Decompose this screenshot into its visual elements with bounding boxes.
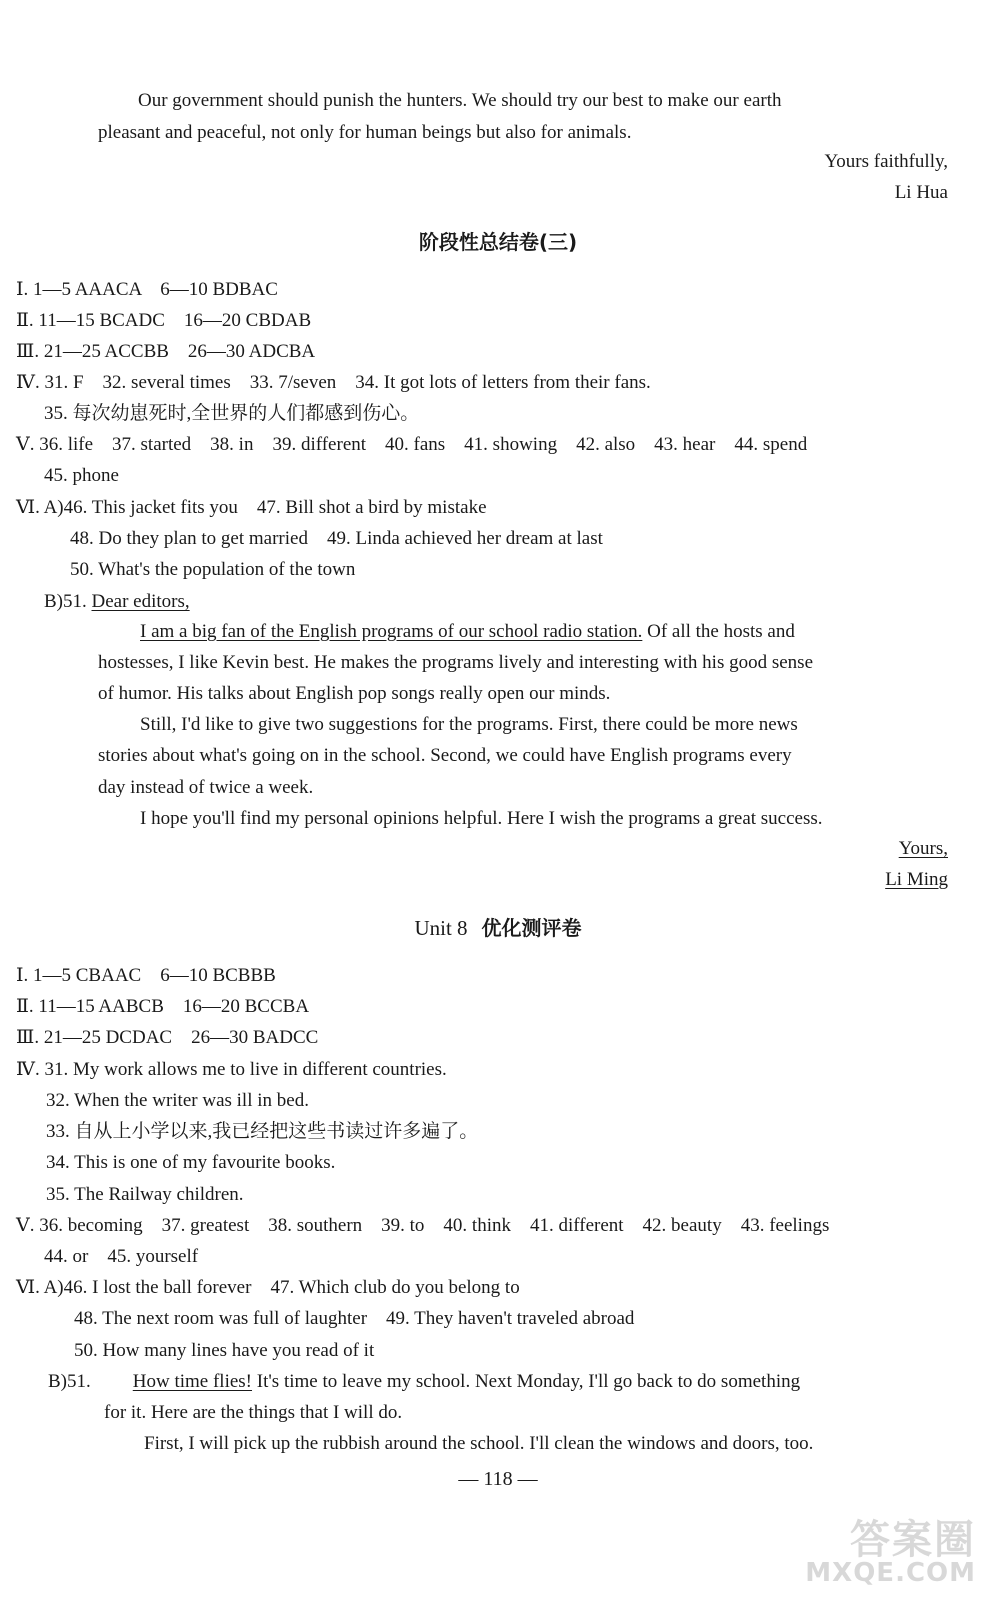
essay-signature-text: Li Ming bbox=[885, 869, 948, 890]
answer-line-part-3: Ⅲ. 21—25 ACCBB 26—30 ADCBA bbox=[16, 341, 316, 362]
essay-line bbox=[44, 590, 190, 614]
essay-text: It's time to leave my school. Next Monday, I'll go back to do something bbox=[256, 1371, 801, 1392]
answer-line-part-5: Ⅴ. 36. life 37. started 38. in 39. different 40. fans 41. showing 42. also 43. hear 44. spend bbox=[16, 434, 808, 455]
essay-line: First, I will pick up the rubbish around the school. I'll clean the windows and doors, too. bbox=[144, 1433, 814, 1454]
essay-number: B)51. bbox=[48, 1371, 91, 1392]
essay-line bbox=[48, 1370, 800, 1394]
answer-line-part-6a-50: 50. What's the population of the town bbox=[70, 559, 356, 580]
answer-line-part-4-33: 33. 自从上小学以来,我已经把这些书读过许多遍了。 bbox=[46, 1121, 479, 1142]
essay-underlined-sentence: I am a big fan of the English programs of our school radio station. bbox=[140, 621, 643, 642]
unit-label: Unit 8 bbox=[414, 916, 468, 940]
answer-line-part-4-31: Ⅳ. 31. My work allows me to live in different countries. bbox=[16, 1059, 447, 1080]
answer-line-part-5-45: 45. phone bbox=[44, 465, 119, 486]
essay-signature bbox=[885, 868, 948, 892]
page-number: — 118 — bbox=[458, 1468, 538, 1490]
answer-line-part-4: Ⅳ. 31. F 32. several times 33. 7/seven 34. It got lots of letters from their fans. bbox=[16, 372, 651, 393]
essay-line: day instead of twice a week. bbox=[98, 777, 314, 798]
essay-closing bbox=[899, 837, 948, 861]
answer-line-part-4-35: 35. The Railway children. bbox=[46, 1184, 244, 1205]
answer-line-part-5: Ⅴ. 36. becoming 37. greatest 38. southern 39. to 40. think 41. different 42. beauty 43. feelings bbox=[16, 1215, 830, 1236]
essay-line: stories about what's going on in the school. Second, we could have English programs every bbox=[98, 745, 792, 766]
answer-line-part-6a-50: 50. How many lines have you read of it bbox=[74, 1340, 375, 1361]
essay-text: Of all the hosts and bbox=[647, 621, 795, 642]
unit-title-cn: 优化测评卷 bbox=[481, 916, 582, 940]
letter-signature: Li Hua bbox=[894, 182, 948, 203]
answer-line-part-6a-48: 48. The next room was full of laughter 49. They haven't traveled abroad bbox=[74, 1308, 635, 1329]
answer-line-part-5-44: 44. or 45. yourself bbox=[44, 1246, 199, 1267]
essay-line: hostesses, I like Kevin best. He makes the programs lively and interesting with his good sense bbox=[98, 652, 814, 673]
watermark-cn: 答案圈 bbox=[850, 1517, 976, 1563]
essay-closing-text: Yours, bbox=[898, 838, 948, 859]
answer-line-part-4-32: 32. When the writer was ill in bed. bbox=[46, 1090, 309, 1111]
answer-line-part-6a-48: 48. Do they plan to get married 49. Linda achieved her dream at last bbox=[70, 528, 603, 549]
letter-paragraph-line: pleasant and peaceful, not only for human beings but also for animals. bbox=[98, 122, 632, 143]
answer-line-part-3: Ⅲ. 21—25 DCDAC 26—30 BADCC bbox=[16, 1027, 319, 1048]
essay-line: Still, I'd like to give two suggestions for the programs. First, there could be more news bbox=[140, 714, 798, 735]
essay-line: of humor. His talks about English pop songs really open our minds. bbox=[98, 683, 611, 704]
section-title-unit-8 bbox=[0, 914, 996, 942]
letter-closing: Yours faithfully, bbox=[824, 151, 948, 172]
answer-line-part-4-35: 35. 每次幼崽死时,全世界的人们都感到伤心。 bbox=[44, 403, 420, 424]
essay-underlined-opening: How time flies! bbox=[132, 1371, 253, 1392]
section-title-summary-3: 阶段性总结卷(三) bbox=[418, 230, 578, 254]
watermark-en: MXQE.COM bbox=[805, 1558, 976, 1588]
answer-line-part-1: Ⅰ. 1—5 AAACA 6—10 BDBAC bbox=[16, 279, 278, 300]
essay-line: I hope you'll find my personal opinions helpful. Here I wish the programs a great success. bbox=[140, 808, 823, 829]
answer-line-part-1: Ⅰ. 1—5 CBAAC 6—10 BCBBB bbox=[16, 965, 276, 986]
answer-line-part-2: Ⅱ. 11—15 AABCB 16—20 BCCBA bbox=[16, 996, 310, 1017]
essay-line bbox=[140, 620, 795, 644]
letter-paragraph-line: Our government should punish the hunters. We should try our best to make our earth bbox=[138, 90, 782, 111]
answer-line-part-6a: Ⅵ. A)46. This jacket fits you 47. Bill shot a bird by mistake bbox=[16, 497, 487, 518]
answer-line-part-6a: Ⅵ. A)46. I lost the ball forever 47. Which club do you belong to bbox=[16, 1277, 520, 1298]
answer-line-part-2: Ⅱ. 11—15 BCADC 16—20 CBDAB bbox=[16, 310, 312, 331]
essay-salutation-underlined: Dear editors, bbox=[91, 591, 190, 612]
site-watermark bbox=[782, 1508, 982, 1592]
essay-number: B)51. bbox=[44, 591, 87, 612]
essay-line: for it. Here are the things that I will do. bbox=[104, 1402, 403, 1423]
answer-line-part-4-34: 34. This is one of my favourite books. bbox=[46, 1152, 336, 1173]
